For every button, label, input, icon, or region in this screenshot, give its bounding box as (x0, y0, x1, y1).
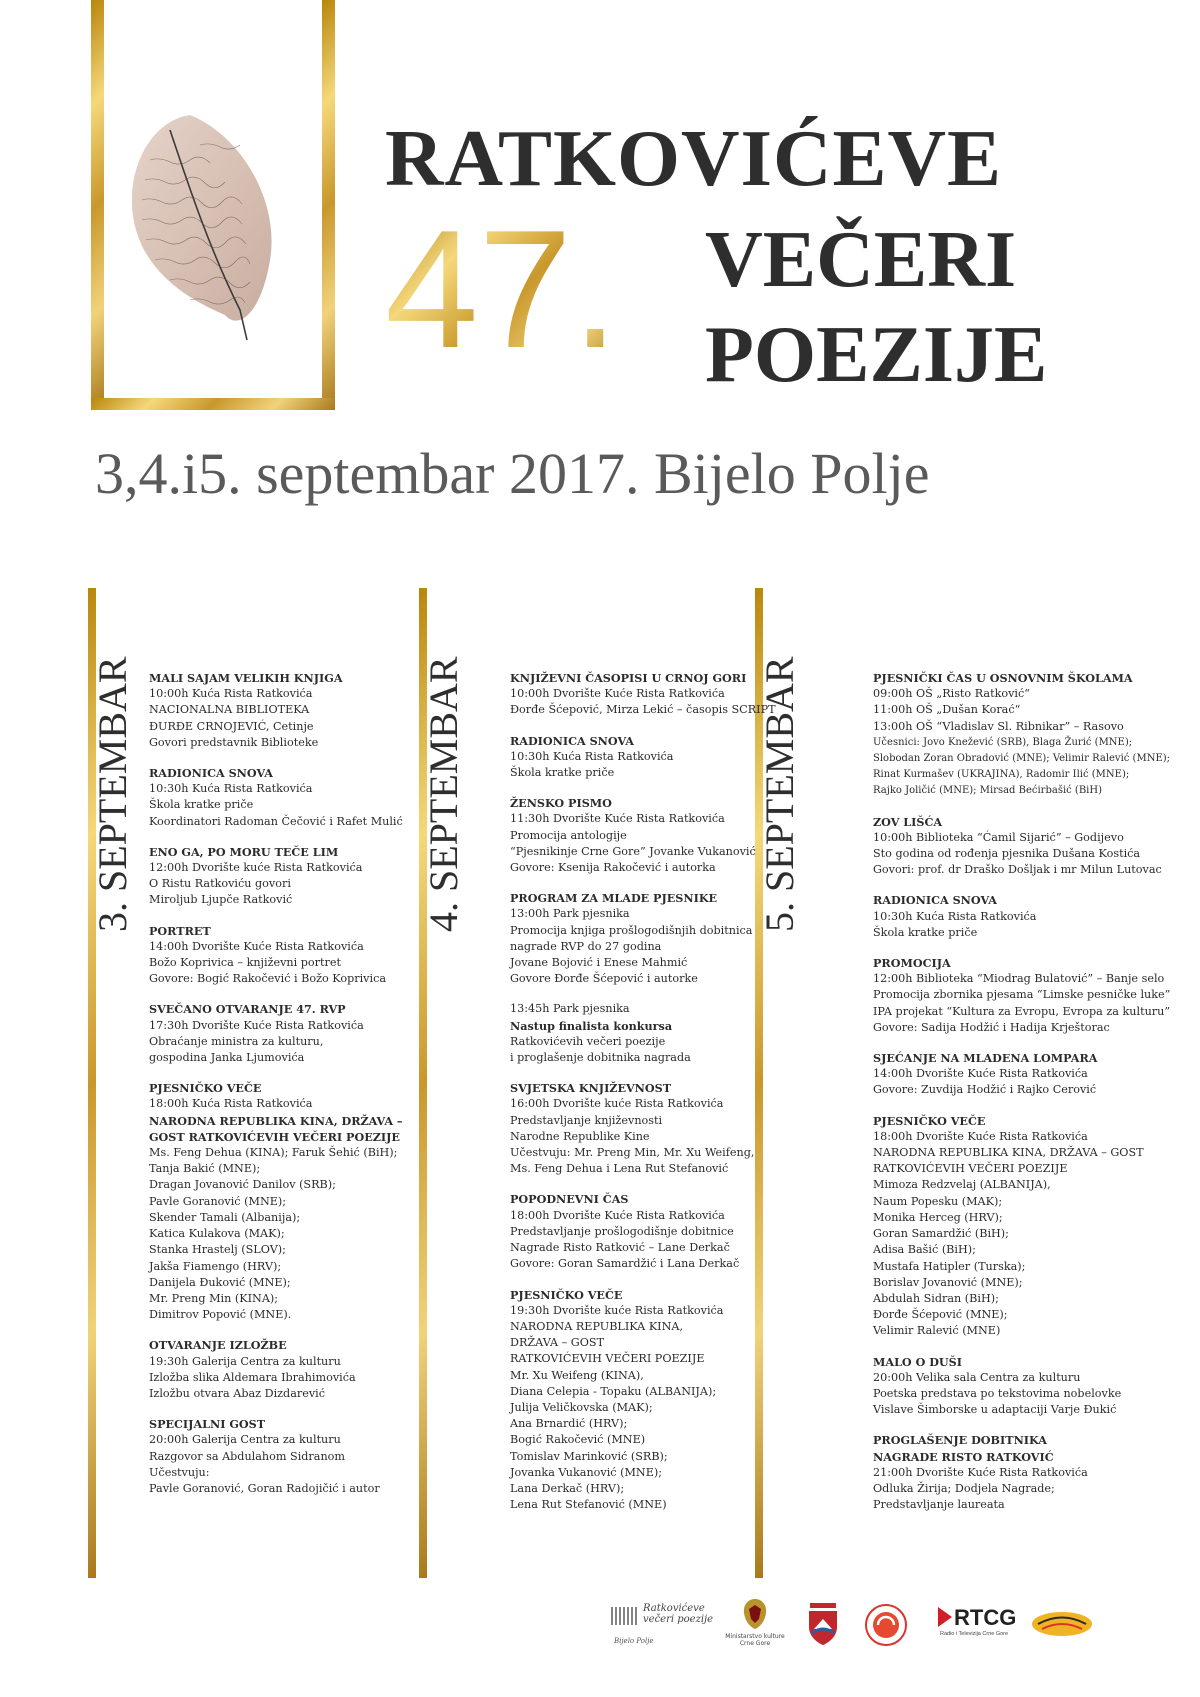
event-detail-line: Izložbu otvara Abaz Dizdarević (149, 1386, 326, 1400)
event-detail-line: 09:00h OŠ „Risto Ratković“ (873, 687, 1030, 701)
event (873, 1113, 1173, 1340)
event-detail-line: RATKOVIĆEVIH VEČERI POEZIJE (873, 1162, 1068, 1176)
event (510, 670, 810, 719)
event-detail-line: i proglašenje dobitnika nagrada (510, 1051, 691, 1065)
event-detail-line: Rajko Joličić (MNE); Mirsad Bećirbašić (BiH) (873, 785, 1103, 797)
event (510, 1287, 810, 1514)
event-detail-line: Mr. Xu Weifeng (KINA), (510, 1368, 644, 1382)
event-title: PJESNIČKO VEČE (149, 1081, 262, 1096)
event-detail-line: Jakša Fiamengo (HRV); (149, 1259, 282, 1273)
event-detail-line: Promocija antologije (510, 828, 627, 842)
event-detail-line: 10:00h Biblioteka “Ćamil Sijarić” – Godijevo (873, 830, 1124, 844)
event-detail-line: Predstavljanje prošlogodišnje dobitnice (510, 1224, 734, 1238)
day-label-2: 4. SEPTEMBAR (421, 656, 466, 932)
day-label-3: 5. SEPTEMBAR (757, 656, 802, 932)
event-detail-line: Jovane Bojović i Enese Mahmić (510, 956, 688, 970)
event-detail-line: 13:00h Park pjesnika (510, 907, 630, 921)
title-line-1: RATKOVIĆEVE (385, 113, 1003, 203)
event-title: SPECIJALNI GOST (149, 1417, 266, 1432)
event-detail-line: Govore: Zuvdija Hodžić i Rajko Cerović (873, 1083, 1097, 1097)
event-detail-line: Pavle Goranović, Goran Radojičić i autor (149, 1481, 380, 1495)
event-title: ŽENSKO PISMO (510, 796, 612, 811)
event-detail-line: O Ristu Ratkoviću govori (149, 877, 291, 891)
ministry-logo-line2: Crne Gore (739, 1640, 771, 1647)
event-detail-line: “Pjesnikinje Crne Gore” Jovanke Vukanović (510, 844, 756, 858)
event-detail-line: 14:00h Dvorište Kuće Rista Ratkovića (149, 939, 364, 953)
event-title: MALO O DUŠI (873, 1354, 962, 1369)
event (149, 765, 449, 830)
event-detail-line: Jovanka Vukanović (MNE); (510, 1465, 663, 1479)
dateline: 3,4.i5. septembar 2017. Bijelo Polje (95, 441, 930, 506)
event-detail-line: ĐURĐE CRNOJEVIĆ, Cetinje (149, 719, 314, 733)
event-detail-line: Odluka Žirija; Dodjela Nagrade; (873, 1481, 1055, 1495)
rtcg-logo-text: RTCG (954, 1605, 1017, 1630)
event (149, 1080, 449, 1323)
event-detail-line: 10:30h Kuća Rista Ratkovića (149, 782, 313, 796)
event-detail-line: Predstavljanje književnosti (510, 1113, 663, 1127)
event-detail-line: Narodne Republike Kine (510, 1129, 650, 1143)
municipality-logo (803, 1597, 843, 1657)
event (873, 1050, 1173, 1099)
coat-of-arms-icon (740, 1597, 770, 1631)
event-title: PJESNIČKO VEČE (510, 1287, 623, 1302)
circle-emblem-icon (864, 1603, 908, 1647)
event-detail-line: 20:00h Galerija Centra za kulturu (149, 1433, 341, 1447)
event-detail-line: Ratkovićevih večeri poezije (510, 1034, 666, 1048)
event-detail-line: Škola kratke priče (149, 798, 254, 812)
edition-number: 47. (385, 195, 619, 383)
event-detail-line: Stanka Hrastelj (SLOV); (149, 1243, 286, 1257)
event-detail-line: Lana Derkač (HRV); (510, 1481, 625, 1495)
event-detail-line: Adisa Bašić (BiH); (873, 1243, 976, 1257)
event-detail-line: NARODNA REPUBLIKA KINA, DRŽAVA – (149, 1113, 403, 1128)
event-detail-line: 20:00h Velika sala Centra za kulturu (873, 1370, 1081, 1384)
event-detail-line: Govori: prof. dr Draško Došljak i mr Milun Lutovac (873, 863, 1162, 877)
event (510, 795, 810, 876)
leaf-icon (130, 110, 280, 370)
event-detail-line: Diana Celepia - Topaku (ALBANIJA); (510, 1384, 717, 1398)
event-detail-line: Nagrade Risto Ratković – Lane Derkač (510, 1241, 730, 1255)
event-detail-line: Đorđe Šćepović, Mirza Lekić – časopis SCRIPT (510, 703, 776, 717)
event-title: ZOV LIŠĆA (873, 814, 943, 829)
event-detail-line: Mimoza Redzvelaj (ALBANIJA), (873, 1178, 1051, 1192)
event-detail-line: NARODNA REPUBLIKA KINA, DRŽAVA – GOST (873, 1146, 1144, 1160)
event-detail-line: Goran Samardžić (BiH); (873, 1227, 1009, 1241)
event-detail-line: Predstavljanje laureata (873, 1498, 1005, 1512)
event (149, 670, 449, 751)
event-detail-line: 10:30h Kuća Rista Ratkovića (873, 909, 1037, 923)
event (149, 1416, 449, 1497)
event-title: PJESNIČKO VEČE (873, 1113, 986, 1128)
event-detail-line: 10:30h Kuća Rista Ratkovića (510, 749, 674, 763)
event-detail-line: RATKOVIĆEVIH VEČERI POEZIJE (510, 1352, 705, 1366)
event-detail-line: Škola kratke priče (510, 766, 615, 780)
event-detail-line: Đorđe Šćepović (MNE); (873, 1308, 1008, 1322)
event-title: SVJETSKA KNJIŽEVNOST (510, 1081, 672, 1096)
event (510, 1080, 810, 1177)
event-detail-line: Promocija knjiga prošlogodišnjih dobitnica (510, 923, 753, 937)
rvp-logo-line1: Ratkovićeve (643, 1603, 705, 1614)
event-detail-line: 14:00h Dvorište Kuće Rista Ratkovića (873, 1067, 1088, 1081)
gold-frame-left (91, 0, 104, 410)
event-detail-line: Promocija zbornika pjesama “Limske pesničke luke” (873, 988, 1171, 1002)
event-detail-line: Govore: Ksenija Rakočević i autorka (510, 861, 716, 875)
event-title: KNJIŽEVNI ČASOPISI U CRNOJ GORI (510, 671, 747, 685)
event-detail-line: Slobodan Zoran Obradović (MNE); Velimir Ralević (MNE); (873, 753, 1171, 765)
event-detail-line: 17:30h Dvorište Kuće Rista Ratkovića (149, 1018, 364, 1032)
event-detail-line: 11:00h OŠ „Dušan Korać“ (873, 703, 1021, 717)
event-detail-line: 13:45h Park pjesnika (510, 1002, 630, 1016)
event-detail-line: Razgovor sa Abdulahom Sidranom (149, 1449, 346, 1463)
event (873, 955, 1173, 1036)
event-detail-line: Ms. Feng Dehua (KINA); Faruk Šehić (BiH); (149, 1146, 398, 1160)
rtcg-logo-sub: Radio i Televizija Crne Gore (940, 1631, 1009, 1637)
event-detail-line: Ms. Feng Dehua i Lena Rut Stefanović (510, 1162, 729, 1176)
event-detail-line: DRŽAVA – GOST (510, 1336, 605, 1350)
event-detail-line: Velimir Ralević (MNE) (873, 1324, 1001, 1338)
event-detail-line: NARODNA REPUBLIKA KINA, (510, 1319, 684, 1333)
event-title: OTVARANJE IZLOŽBE (149, 1338, 287, 1353)
event-detail-line: Izložba slika Aldemara Ibrahimovića (149, 1370, 356, 1384)
event-title: RADIONICA SNOVA (149, 766, 273, 781)
event (873, 670, 1173, 800)
event (149, 1337, 449, 1402)
event-title: SVEČANO OTVARANJE 47. RVP (149, 1002, 346, 1017)
event (510, 733, 810, 782)
event-detail-line: 12:00h Dvorište kuće Rista Ratkovića (149, 861, 363, 875)
event-detail-line: Božo Koprivica – književni portret (149, 956, 341, 970)
event-detail-line: Tomislav Marinković (SRB); (510, 1449, 668, 1463)
event (149, 923, 449, 988)
event-title: PROGLAŠENJE DOBITNIKA (873, 1433, 1047, 1448)
radio-badge-icon (1030, 1607, 1094, 1641)
event-detail-line: Naum Popesku (MAK); (873, 1194, 1003, 1208)
ministry-logo (725, 1597, 785, 1657)
event-title: SJEĆANJE NA MLADENA LOMPARA (873, 1051, 1098, 1066)
event-detail-line: Katica Kulakova (MAK); (149, 1227, 285, 1241)
event-detail-line: NACIONALNA BIBLIOTEKA (149, 703, 310, 717)
event-detail-line: Danijela Đuković (MNE); (149, 1275, 291, 1289)
event-detail-line: nagrade RVP do 27 godina (510, 939, 662, 953)
event-detail-line: Bogić Rakočević (MNE) (510, 1433, 646, 1447)
event (873, 1354, 1173, 1419)
rtcg-logo (938, 1597, 1018, 1657)
event-detail-line: Dragan Jovanović Danilov (SRB); (149, 1178, 336, 1192)
event (510, 1001, 810, 1066)
event-detail-line: Koordinatori Radoman Čečović i Rafet Mulić (149, 814, 403, 828)
rvp-mark-icon (610, 1605, 640, 1627)
day-label-1: 3. SEPTEMBAR (90, 656, 135, 932)
radio-logo (1028, 1597, 1098, 1657)
rvp-logo-city: Bijelo Polje (614, 1637, 654, 1645)
event-title: NAGRADE RISTO RATKOVIĆ (873, 1449, 1054, 1464)
event-detail-line: IPA projekat “Kultura za Evropu, Evropa za kulturu” (873, 1004, 1171, 1018)
title-line-2: VEČERI (705, 216, 1017, 304)
event-title: PROGRAM ZA MLADE PJESNIKE (510, 891, 718, 906)
event-detail-line: Govore: Goran Samardžić i Lana Derkač (510, 1257, 740, 1271)
event-title: RADIONICA SNOVA (510, 733, 634, 748)
event-detail-line: 18:00h Dvorište Kuće Rista Ratkovića (873, 1129, 1088, 1143)
sponsor-logos (610, 1597, 1110, 1657)
event-detail-line: Učesnici: Jovo Knežević (SRB), Blaga Žurić (MNE); (873, 736, 1133, 748)
event-title: PJESNIČKI ČAS U OSNOVNIM ŠKOLAMA (873, 671, 1133, 685)
event-detail-line: Učestvuju: (149, 1465, 210, 1479)
event-detail-line: Govore: Bogić Rakočević i Božo Koprivica (149, 972, 387, 986)
gold-frame-right (322, 0, 335, 410)
rtcg-mark-icon (938, 1607, 954, 1629)
municipality-shield-icon (806, 1603, 840, 1647)
event-detail-line: 16:00h Dvorište kuće Rista Ratkovića (510, 1097, 724, 1111)
event-detail-line: Govore Đorđe Šćepović i autorke (510, 972, 698, 986)
event-detail-line: Abdulah Sidran (BiH); (873, 1291, 999, 1305)
event-title: ENO GA, PO MORU TEČE LIM (149, 844, 339, 859)
rvp-logo (610, 1597, 714, 1657)
event-detail-line: Govori predstavnik Biblioteke (149, 735, 319, 749)
event (873, 1432, 1173, 1513)
event-detail-line: Julija Veličkovska (MAK); (510, 1400, 653, 1414)
event-detail-line: Borislav Jovanović (MNE); (873, 1275, 1023, 1289)
gold-frame-bottom (91, 398, 335, 410)
event-detail-line: 11:30h Dvorište Kuće Rista Ratkovića (510, 812, 725, 826)
event-detail-line: gospodina Janka Ljumovića (149, 1051, 305, 1065)
event-detail-line: Rinat Kurmašev (UKRAJINA), Radomir Ilić (MNE); (873, 769, 1130, 781)
event-detail-line: Skender Tamali (Albanija); (149, 1210, 301, 1224)
event-detail-line: 19:30h Dvorište kuće Rista Ratkovića (510, 1303, 724, 1317)
event-detail-line: 12:00h Biblioteka “Miodrag Bulatović” – Banje selo (873, 972, 1165, 986)
event-detail-line: Obraćanje ministra za kulturu, (149, 1034, 324, 1048)
event-detail-line: GOST RATKOVIĆEVIH VEČERI POEZIJE (149, 1129, 400, 1144)
ministry-logo-line1: Ministarstvo kulture (725, 1633, 785, 1640)
event (149, 1001, 449, 1066)
event-title: RADIONICA SNOVA (873, 893, 997, 908)
event-detail-line: Govore: Sadija Hodžić i Hadija Krještorac (873, 1020, 1110, 1034)
schedule-column-day-1 (149, 670, 449, 1511)
rvp-logo-line2: večeri poezije (643, 1614, 714, 1625)
event-detail-line: Lena Rut Stefanović (MNE) (510, 1498, 667, 1512)
event-detail-line: Vislave Šimborske u adaptaciji Varje Đukić (873, 1403, 1117, 1417)
event (873, 814, 1173, 879)
cultural-center-logo (862, 1597, 912, 1657)
event-detail-line: 13:00h OŠ “Vladislav Sl. Ribnikar” – Rasovo (873, 719, 1124, 733)
event-detail-line: 19:30h Galerija Centra za kulturu (149, 1354, 341, 1368)
event-detail-line: 21:00h Dvorište Kuće Rista Ratkovića (873, 1465, 1088, 1479)
event-detail-line: Nastup finalista konkursa (510, 1018, 673, 1033)
event-title: MALI SAJAM VELIKIH KNJIGA (149, 671, 343, 685)
event-detail-line: 10:00h Dvorište Kuće Rista Ratkovića (510, 687, 725, 701)
event-detail-line: Mr. Preng Min (KINA); (149, 1291, 279, 1305)
event-detail-line: 10:00h Kuća Rista Ratkovića (149, 687, 313, 701)
event-title: POPODNEVNI ČAS (510, 1192, 629, 1207)
event-detail-line: Škola kratke priče (873, 925, 978, 939)
event (873, 892, 1173, 941)
event (149, 844, 449, 909)
event-detail-line: Ana Brnardić (HRV); (510, 1417, 628, 1431)
event-detail-line: Dimitrov Popović (MNE). (149, 1308, 292, 1322)
event-detail-line: Pavle Goranović (MNE); (149, 1194, 287, 1208)
event-detail-line: Učestvuju: Mr. Preng Min, Mr. Xu Weifeng, (510, 1146, 755, 1160)
event-title: PORTRET (149, 923, 211, 938)
event-detail-line: Monika Herceg (HRV); (873, 1210, 1003, 1224)
event-detail-line: 18:00h Dvorište Kuće Rista Ratkovića (510, 1208, 725, 1222)
schedule-column-day-2 (510, 670, 810, 1527)
schedule-column-day-3 (873, 670, 1173, 1527)
title-line-3: POEZIJE (705, 311, 1048, 399)
event-detail-line: Miroljub Ljupče Ratković (149, 893, 293, 907)
event-detail-line: Mustafa Hatipler (Turska); (873, 1259, 1026, 1273)
event (510, 890, 810, 987)
event-detail-line: 18:00h Kuća Rista Ratkovića (149, 1097, 313, 1111)
event (510, 1191, 810, 1272)
event-detail-line: Sto godina od rođenja pjesnika Dušana Kostića (873, 847, 1141, 861)
event-detail-line: Tanja Bakić (MNE); (149, 1162, 261, 1176)
event-detail-line: Poetska predstava po tekstovima nobelovke (873, 1386, 1122, 1400)
event-title: PROMOCIJA (873, 956, 951, 971)
